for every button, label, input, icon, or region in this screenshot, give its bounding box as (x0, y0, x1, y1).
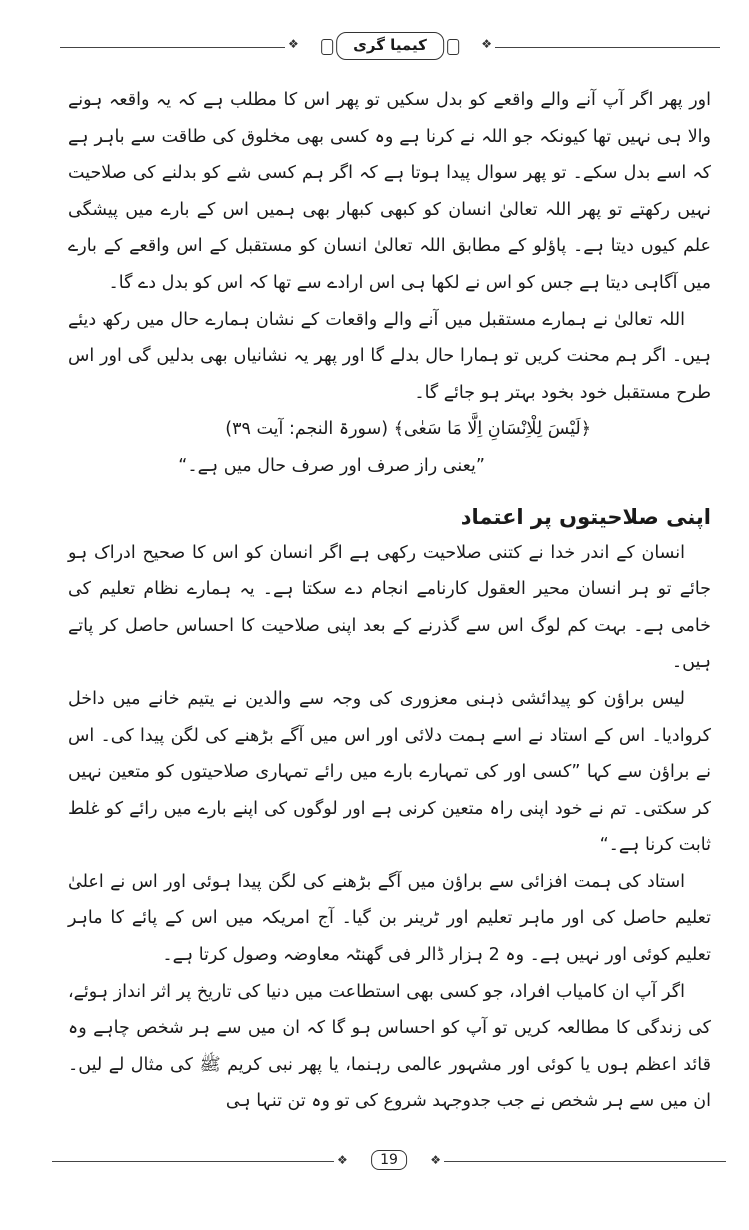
header-ornament-left: ❖ (288, 37, 299, 51)
header-rule-right (495, 47, 720, 48)
page-header (60, 30, 720, 66)
paragraph-4: لیس براؤن کو پیدائشی ذہنی معزوری کی وجہ سے والدین نے یتیم خانے میں داخل کروادیا۔ اس کے استاد نے اسے ہمت دلائی اور اس میں آگے بڑھنے کی لگن پیدا کی۔ اس نے براؤن سے کہا ”کسی اور کی تمہارے بارے میں رائے تمہاری صلاحیتوں کو متعین نہیں کر سکتی۔ تم نے خود اپنی راہ متعین کرنی ہے اور لوگوں کی اپنے بارے میں رائے کو غلط ثابت کرنا ہے۔“ (68, 688, 711, 856)
paragraph-5: استاد کی ہمت افزائی سے براؤن میں آگے بڑھنے کی لگن پیدا ہوئی اور اس نے اعلیٰ تعلیم حاصل کی اور ماہر تعلیم اور ٹرینر بن گیا۔ آج امریکہ میں اس کے پائے کا ماہر تعلیم کوئی اور نہیں ہے۔ وہ 2 ہزار ڈالر فی گھنٹہ معاوضہ وصول کرتا ہے۔ (68, 871, 711, 966)
quran-verse: ﴿لَیْسَ لِلْاِنْسَانِ اِلَّا مَا سَعٰی﴾ (سورۃ النجم: آیت ۳۹) (225, 419, 591, 440)
footer-rule-right (444, 1161, 726, 1162)
page-number: 19 (371, 1150, 407, 1170)
header-rule-left (60, 47, 285, 48)
page-body (68, 82, 711, 1120)
page-footer (52, 1150, 726, 1174)
paragraph-2: اللہ تعالیٰ نے ہمارے مستقبل میں آنے والے واقعات کے نشان ہمارے حال میں رکھ دیئے ہیں۔ اگر ہم محنت کریں تو ہمارا حال بدلے گا اور پھر یہ نشانیاں بھی بدلیں گی اور اس طرح مستقبل خود بخود بہتر ہو جائے گا۔ (68, 309, 711, 403)
paragraph-1: اور پھر اگر آپ آنے والے واقعے کو بدل سکیں تو پھر اس کا مطلب ہے کہ یہ واقعہ ہونے والا ہی نہیں تھا کیونکہ جو اللہ نے کرنا ہے وہ کسی بھی مخلوق کی طاقت سے باہر ہے کہ اسے بدل سکے۔ تو پھر سوال پیدا ہوتا ہے کہ اگر ہم کسی شے کو بدلنے کی صلاحیت نہیں رکھتے تو پھر اللہ تعالیٰ انسان کو کبھی کبھار بھی ہمیں اس کے بارے میں پیشگی علم کیوں دیتا ہے۔ پاؤلو کے مطابق اللہ تعالیٰ انسان کو مستقبل کے اس واقعے کے بارے میں آگاہی دیتا ہے جس کو اس نے لکھا ہی اس ارادے سے تھا کہ اس کو بدل دے گا۔ (68, 90, 711, 293)
paragraph-6: اگر آپ ان کامیاب افراد، جو کسی بھی استطاعت میں دنیا کی تاریخ پر اثر انداز ہوئے، کی زندگی کا مطالعہ کریں تو آپ کو احساس ہو گا کہ ان میں سے ہر شخص چاہے وہ قائد اعظم ہوں یا کوئی اور مشہور عالمی رہنما، یا پھر نبی کریم ﷺ کی مثال لے لیں۔ ان میں سے ہر شخص نے جب جدوجہد شروع کی تو وہ تن تنہا ہی (68, 981, 711, 1112)
footer-ornament-left: ❖ (337, 1153, 348, 1167)
footer-rule-left (52, 1161, 334, 1162)
header-ornament-right: ❖ (481, 37, 492, 51)
footer-ornament-right: ❖ (430, 1153, 441, 1167)
paragraph-3: انسان کے اندر خدا نے کتنی صلاحیت رکھی ہے اگر انسان کو اس کا صحیح ادراک ہو جائے تو ہر انسان محیر العقول کارنامے انجام دے سکتا ہے۔ یہ ہمارے نظام تعلیم کی خامی ہے۔ بہت کم لوگ اس سے گذرنے کے بعد اپنی صلاحیت کا احساس حاصل کر پاتے ہیں۔ (68, 542, 711, 673)
running-title: کیمیا گری (336, 32, 444, 60)
section-heading: اپنی صلاحیتوں پر اعتماد (460, 504, 711, 529)
verse-translation: ”یعنی راز صرف اور صرف حال میں ہے۔“ (178, 455, 485, 476)
